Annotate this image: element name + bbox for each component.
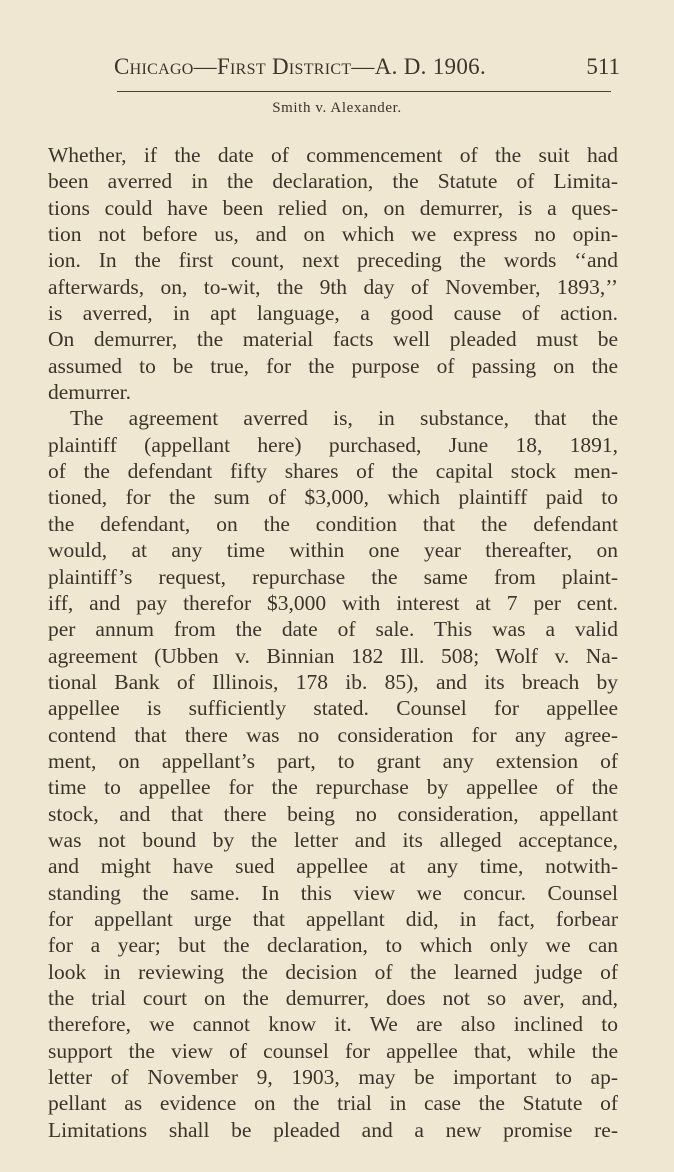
case-title: Smith v. Alexander. [272,100,402,116]
text-line: per annum from the date of sale. This was a valid [48,617,618,642]
text-line: Whether, if the date of commencement of the suit had [48,143,618,167]
text-line: the defendant, on the condition that the defendant [48,511,618,536]
body-text [48,142,618,1143]
running-title: Chicago—First District—A. D. 1906. [114,54,486,79]
header-rule [117,91,611,92]
text-line: stock, and that there being no consideration, appellant [48,801,618,826]
text-line: ion. In the first count, next preceding the words ‘‘and [48,248,618,273]
page-number: 511 [586,54,620,79]
text-line: support the view of counsel for appellee that, while the [48,1038,618,1063]
text-line: ment, on appellant’s part, to grant any extension of [48,748,618,773]
text-line: would, at any time within one year thereafter, on [48,538,618,563]
text-line: of the defendant fifty shares of the capital stock men- [48,459,618,484]
text-line: On demurrer, the material facts well pleaded must be [48,327,618,352]
text-line: was not bound by the letter and its alleged acceptance, [48,827,618,852]
text-line: iff, and pay therefor $3,000 with interest at 7 per cent. [48,590,618,615]
text-line: plaintiff (appellant here) purchased, June 18, 1891, [48,432,618,457]
text-line: and might have sued appellee at any time, notwith- [48,854,618,879]
text-line: tional Bank of Illinois, 178 ib. 85), and its breach by [48,669,618,694]
text-line: contend that there was no consideration for any agree- [48,722,618,747]
text-line: tion not before us, and on which we express no opin- [48,222,618,247]
text-line: pellant as evidence on the trial in case the Statute of [48,1091,618,1116]
text-line: afterwards, on, to-wit, the 9th day of November, 1893,’’ [48,274,618,299]
text-line: for a year; but the declaration, to which only we can [48,933,618,958]
text-line: Limitations shall be pleaded and a new promise re- [48,1117,618,1142]
text-line: assumed to be true, for the purpose of passing on the [48,353,618,378]
text-line: standing the same. In this view we concur. Counsel [48,880,618,905]
text-line: letter of November 9, 1903, may be important to ap- [48,1065,618,1090]
text-line: time to appellee for the repurchase by appellee of the [48,775,618,800]
text-line: for appellant urge that appellant did, in fact, forbear [48,906,618,931]
text-line: The agreement averred is, in substance, that the [70,406,618,431]
text-line: plaintiff’s request, repurchase the same from plaint- [48,564,618,589]
text-line: therefore, we cannot know it. We are also inclined to [48,1012,618,1037]
text-line: look in reviewing the decision of the learned judge of [48,959,618,984]
text-line: appellee is sufficiently stated. Counsel for appellee [48,696,618,721]
text-line: tioned, for the sum of $3,000, which plaintiff paid to [48,485,618,510]
text-line: demurrer. [48,380,131,405]
text-line: tions could have been relied on, on demurrer, is a ques- [48,195,618,220]
text-line: been averred in the declaration, the Statute of Limita- [48,169,618,194]
text-line: agreement (Ubben v. Binnian 182 Ill. 508; Wolf v. Na- [48,643,618,668]
running-header [114,54,620,84]
text-line: is averred, in apt language, a good cause of action. [48,301,618,326]
text-line: the trial court on the demurrer, does not so aver, and, [48,986,618,1010]
